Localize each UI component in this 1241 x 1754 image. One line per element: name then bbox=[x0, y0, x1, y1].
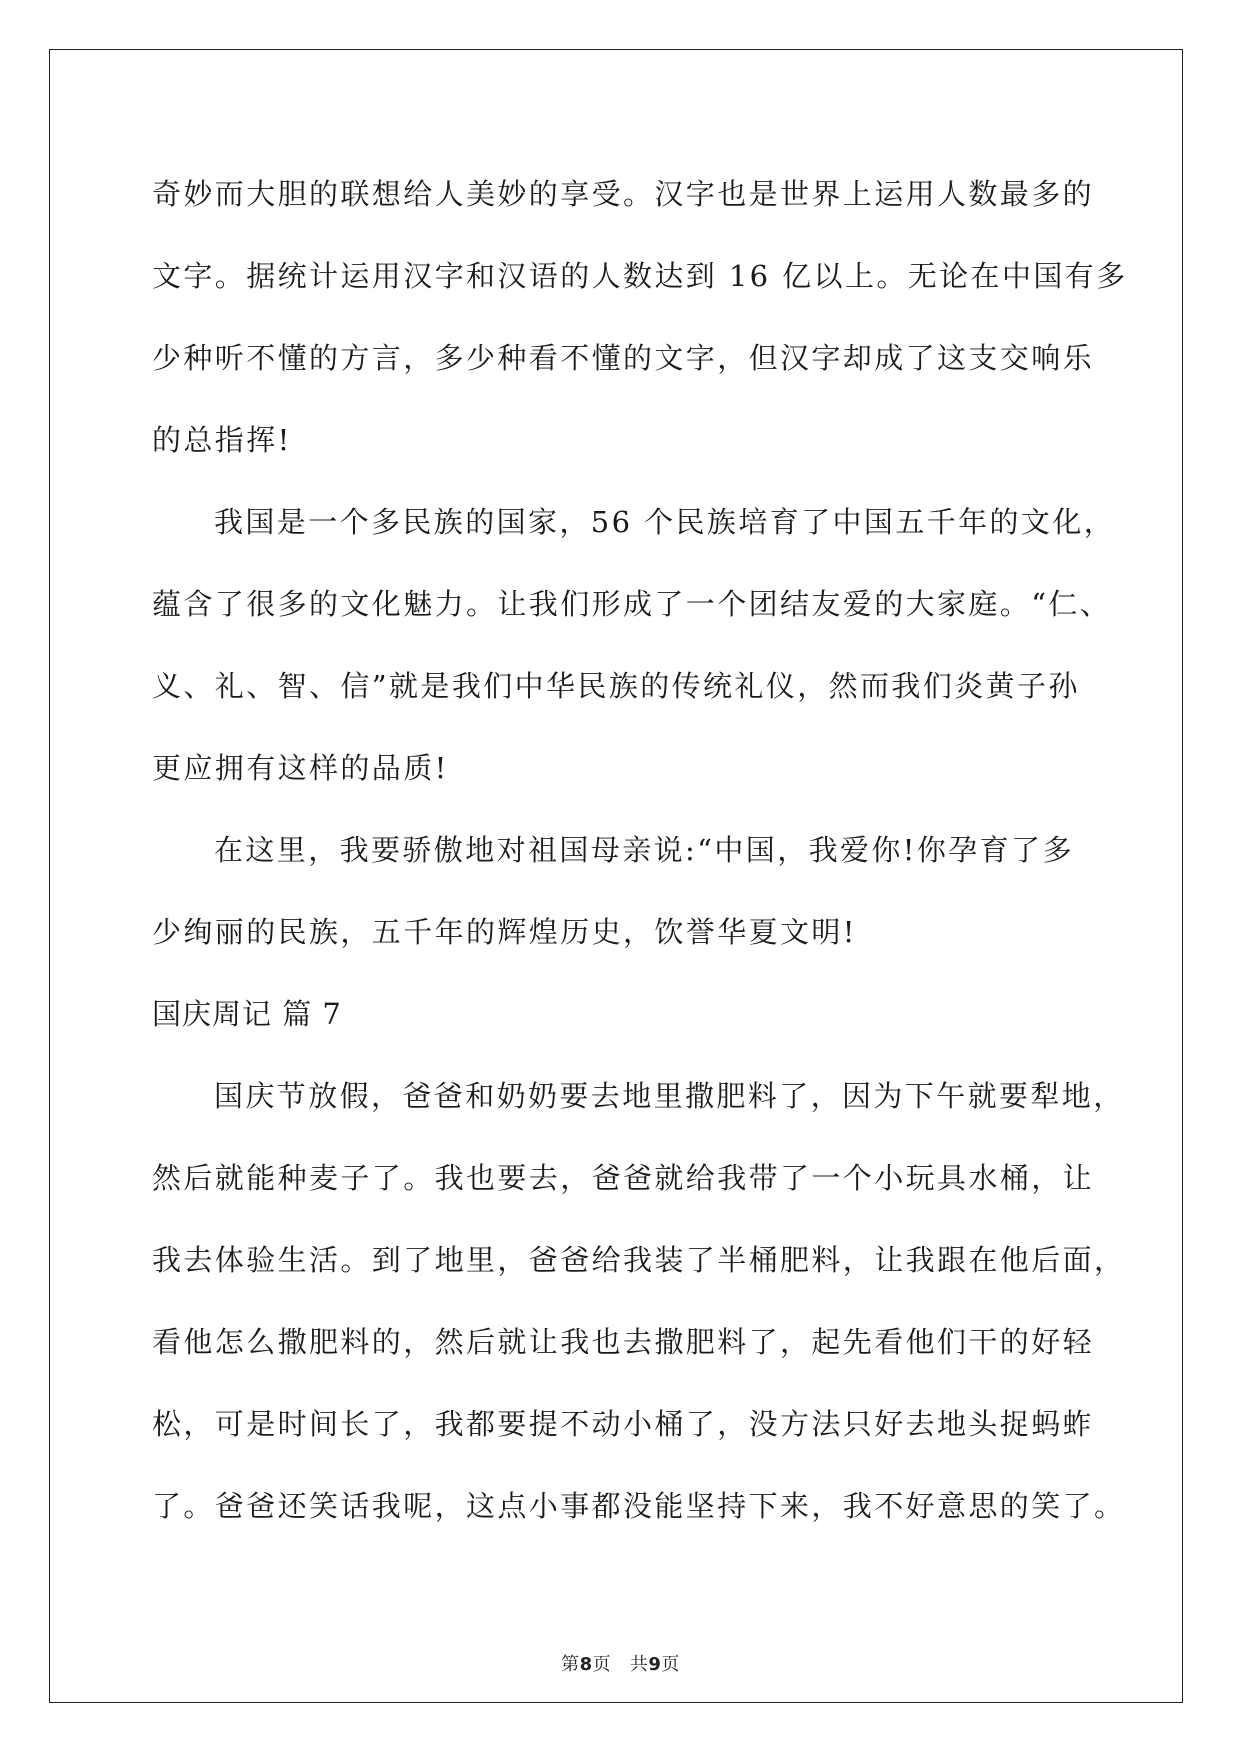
text-line: 少绚丽的民族，五千年的辉煌历史，饮誉华夏文明! bbox=[152, 915, 857, 949]
page-total: 9 bbox=[648, 1654, 662, 1675]
text-line: 义、礼、智、信”就是我们中华民族的传统礼仪，然而我们炎黄子孙 bbox=[152, 669, 1080, 703]
total-prefix: 共 bbox=[629, 1654, 649, 1675]
text-line: 文字。据统计运用汉字和汉语的人数达到 16 亿以上。无论在中国有多 bbox=[152, 259, 1128, 293]
text-line: 松，可是时间长了，我都要提不动小桶了，没方法只好去地头捉蚂蚱 bbox=[152, 1407, 1095, 1441]
text-line: 奇妙而大胆的联想给人美妙的享受。汉字也是世界上运用人数最多的 bbox=[152, 177, 1095, 211]
text-line: 我去体验生活。到了地里，爸爸给我装了半桶肥料，让我跟在他后面， bbox=[152, 1243, 1126, 1277]
document-body bbox=[152, 153, 1128, 1547]
paragraph-start-line: 我国是一个多民族的国家，56 个民族培育了中国五千年的文化， bbox=[214, 505, 1116, 539]
text-line: 了。爸爸还笑话我呢，这点小事都没能坚持下来，我不好意思的笑了。 bbox=[152, 1489, 1126, 1523]
page-suffix: 页 bbox=[592, 1654, 612, 1675]
text-line: 的总指挥! bbox=[152, 423, 292, 457]
text-line: 然后就能种麦子了。我也要去，爸爸就给我带了一个小玩具水桶，让 bbox=[152, 1161, 1095, 1195]
text-line: 看他怎么撒肥料的，然后就让我也去撒肥料了，起先看他们干的好轻 bbox=[152, 1325, 1095, 1359]
text-line: 更应拥有这样的品质! bbox=[152, 751, 449, 785]
page-prefix: 第 bbox=[561, 1654, 580, 1675]
total-suffix: 页 bbox=[661, 1654, 680, 1675]
paragraph-start-line: 在这里，我要骄傲地对祖国母亲说:“中国，我爱你!你孕育了多 bbox=[214, 833, 1074, 867]
text-line: 少种听不懂的方言，多少种看不懂的文字，但汉字却成了这支交响乐 bbox=[152, 341, 1095, 375]
section-heading: 国庆周记 篇 7 bbox=[152, 997, 342, 1031]
text-line: 蕴含了很多的文化魅力。让我们形成了一个团结友爱的大家庭。“仁、 bbox=[152, 587, 1112, 621]
page-footer bbox=[0, 1650, 1241, 1676]
paragraph-start-line: 国庆节放假，爸爸和奶奶要去地里撒肥料了，因为下午就要犁地， bbox=[214, 1079, 1125, 1113]
page-current: 8 bbox=[579, 1654, 593, 1675]
